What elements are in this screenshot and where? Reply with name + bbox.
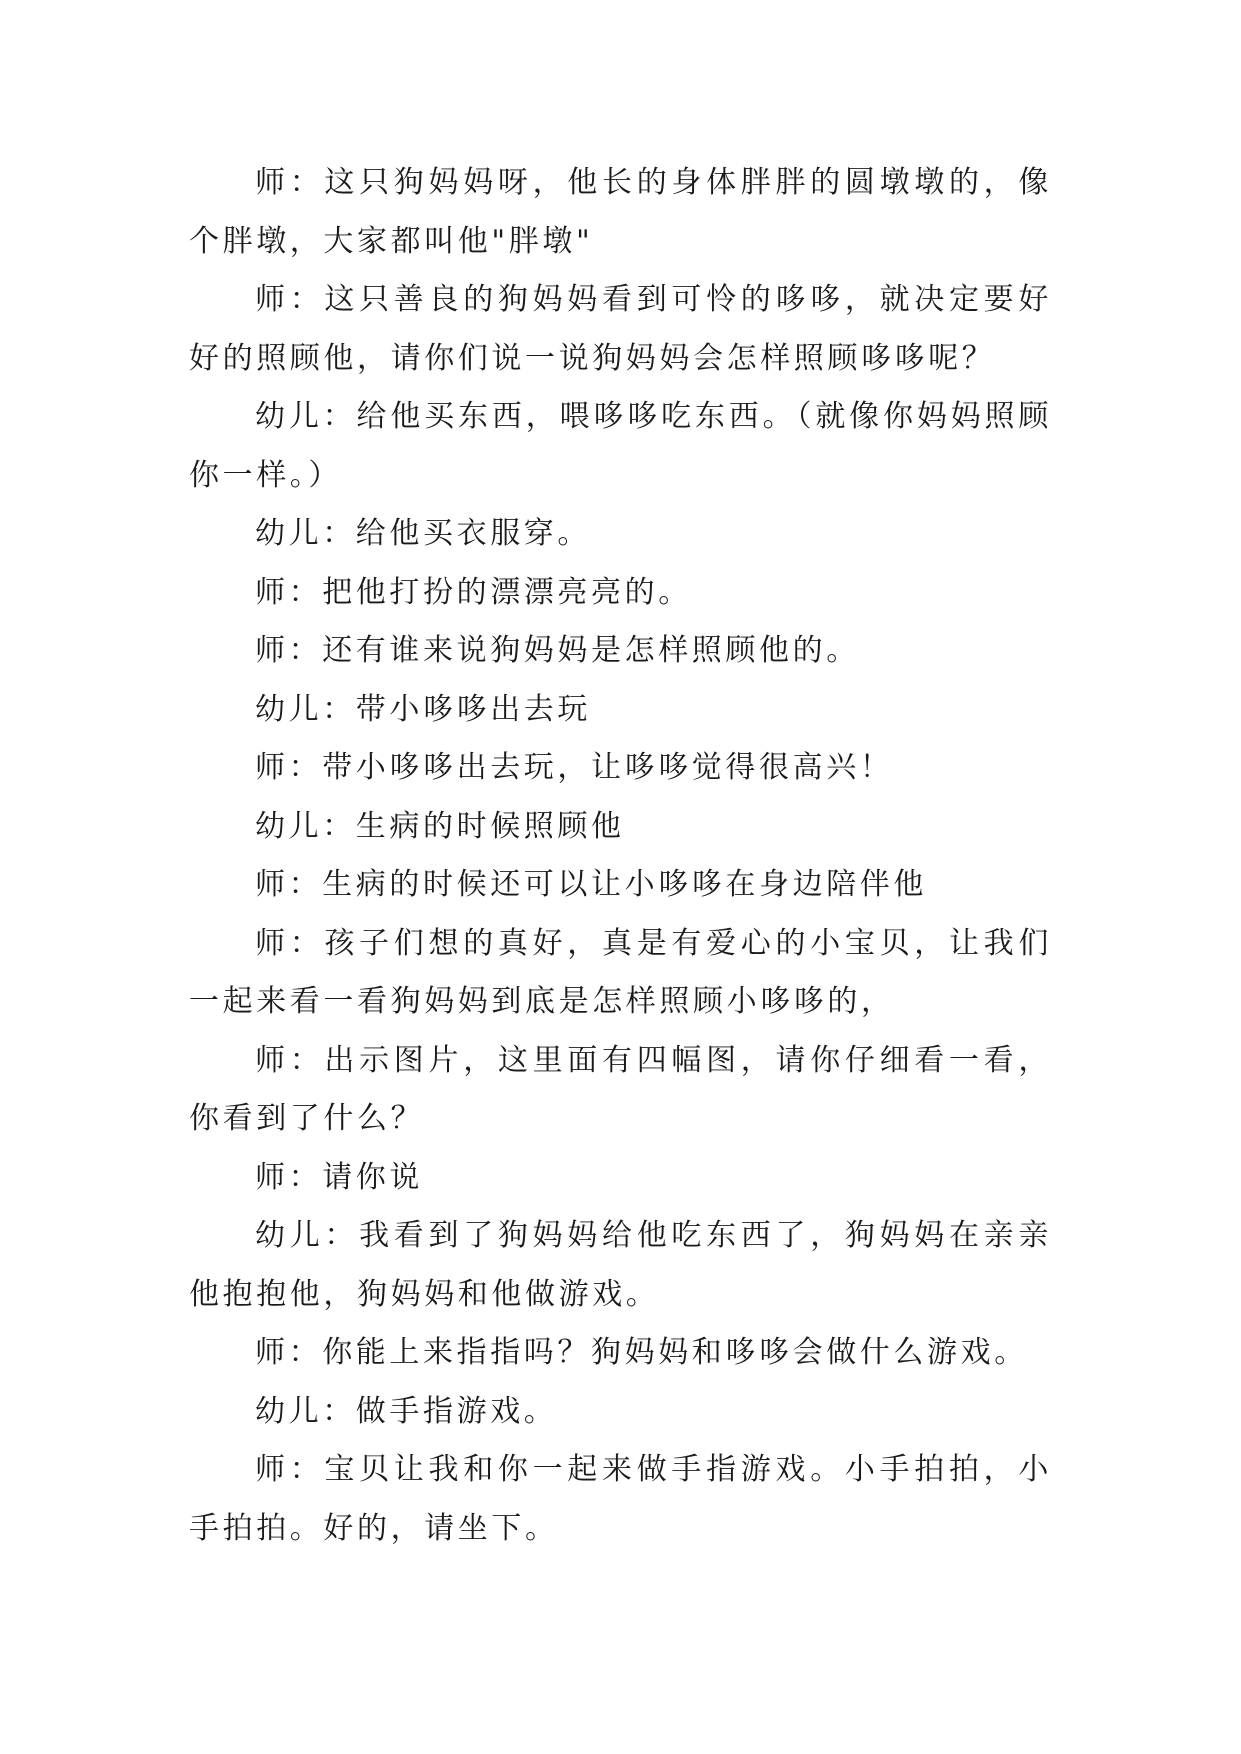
paragraph: 幼儿：做手指游戏。 [255, 1393, 558, 1429]
paragraph: 师：带小哆哆出去玩，让哆哆觉得很高兴！ [255, 750, 894, 785]
paragraph: 师：孩子们想的真好，真是有爱心的小宝贝，让我们一起来看一看狗妈妈到底是怎样照顾小哆哆的， [189, 925, 1052, 1019]
paragraph: 幼儿：生病的时候照顾他 [255, 808, 625, 844]
paragraph: 师：你能上来指指吗？狗妈妈和哆哆会做什么游戏。 [255, 1335, 1028, 1370]
paragraph: 师：还有谁来说狗妈妈是怎样照顾他的。 [255, 633, 860, 668]
paragraph: 幼儿：给他买衣服穿。 [255, 516, 591, 551]
document-body [189, 154, 1052, 1558]
paragraph: 师：请你说 [255, 1159, 423, 1195]
paragraph: 幼儿：带小哆哆出去玩 [255, 691, 591, 727]
paragraph: 师：出示图片，这里面有四幅图，请你仔细看一看，你看到了什么？ [189, 1042, 1052, 1136]
paragraph: 幼儿：我看到了狗妈妈给他吃东西了，狗妈妈在亲亲他抱抱他，狗妈妈和他做游戏。 [189, 1218, 1052, 1312]
paragraph: 师：宝贝让我和你一起来做手指游戏。小手拍拍，小手拍拍。好的，请坐下。 [189, 1452, 1052, 1546]
paragraph: 师：生病的时候还可以让小哆哆在身边陪伴他 [255, 867, 927, 902]
paragraph: 师：这只狗妈妈呀，他长的身体胖胖的圆墩墩的，像个胖墩，大家都叫他"胖墩" [189, 165, 1052, 259]
paragraph: 幼儿：给他买东西，喂哆哆吃东西。（就像你妈妈照顾你一样。） [189, 399, 1052, 493]
paragraph: 师：把他打扮的漂漂亮亮的。 [255, 574, 692, 610]
paragraph: 师：这只善良的狗妈妈看到可怜的哆哆，就决定要好好的照顾他，请你们说一说狗妈妈会怎样照顾哆哆呢？ [189, 282, 1052, 376]
